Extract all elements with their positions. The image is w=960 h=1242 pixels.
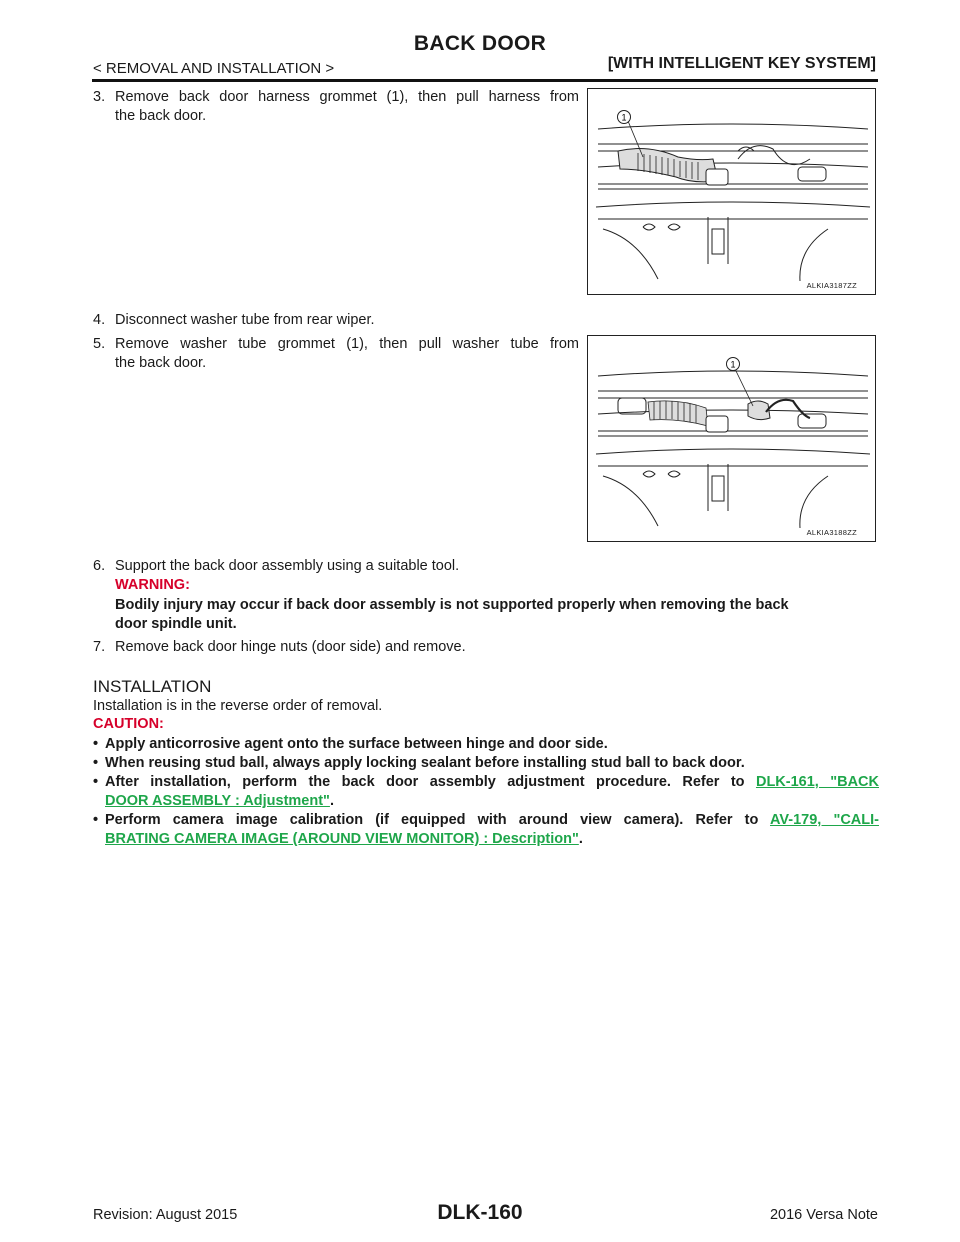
figure-code: ALKIA3188ZZ [806,528,857,537]
installation-heading: INSTALLATION [93,677,212,696]
harness-grommet-illustration [588,89,874,293]
caution-list [93,735,879,849]
breadcrumb: < REMOVAL AND INSTALLATION > [93,60,335,77]
model-name: 2016 Versa Note [769,1207,878,1223]
revision-date: Revision: August 2015 [93,1207,238,1223]
caution-item: • After installation, perform the back door assembly adjustment procedure. Refer to DLK-161, "BACK DOOR ASSEMBLY : Adjustment". [93,773,879,811]
step-number: 4. [93,312,106,328]
step-text: Remove washer tube grommet (1), then pull washer tube from [115,336,579,352]
warning-label: WARNING: [115,577,190,593]
warning-line-2: door spindle unit. [115,616,237,632]
step-number: 7. [93,639,106,655]
figure-harness-grommet [587,88,876,295]
reference-link-back-door-adjustment[interactable]: DLK-161, "BACK [755,774,879,790]
reference-link-camera-calibration-cont[interactable]: BRATING CAMERA IMAGE (AROUND VIEW MONITOR) : Description" [105,831,579,847]
reference-link-camera-calibration[interactable]: AV-179, "CALI- [769,812,879,828]
header-divider [92,79,878,82]
reference-link-back-door-adjustment-cont[interactable]: DOOR ASSEMBLY : Adjustment" [105,793,330,809]
warning-line-1: Bodily injury may occur if back door assembly is not supported properly when removing the back [115,597,789,613]
step-5 [93,335,579,373]
step-text-continued: the back door. [115,355,207,371]
step-4 [93,311,375,330]
step-text-continued: the back door. [115,108,207,124]
page-number: DLK-160 [437,1201,523,1224]
washer-tube-grommet-illustration [588,336,874,540]
caution-item: • Perform camera image calibration (if equipped with around view camera). Refer to AV-179, "CALI- BRATING CAMERA IMAGE (AROUND VIEW MONITOR) : Description". [93,811,879,849]
step-text: Support the back door assembly using a suitable tool. [115,558,460,574]
caution-item: • When reusing stud ball, always apply locking sealant before installing stud ball to back door. [93,754,879,773]
step-6 [93,557,459,576]
installation-text: Installation is in the reverse order of removal. [93,698,383,714]
step-number: 5. [93,336,106,352]
callout-number: 1 [621,112,627,123]
page-title: BACK DOOR [413,32,547,55]
warning-text [115,596,883,634]
figure-code: ALKIA3187ZZ [806,281,857,290]
step-number: 6. [93,558,106,574]
figure-washer-tube-grommet [587,335,876,542]
section-tag: [WITH INTELLIGENT KEY SYSTEM] [607,55,876,72]
step-text: Remove back door hinge nuts (door side) and remove. [115,639,466,655]
step-7 [93,638,466,657]
step-number: 3. [93,89,106,105]
callout-number: 1 [730,359,736,370]
step-3 [93,88,579,126]
step-text: Remove back door harness grommet (1), then pull harness from [115,89,579,105]
step-text: Disconnect washer tube from rear wiper. [115,312,375,328]
caution-item: • Apply anticorrosive agent onto the surface between hinge and door side. [93,735,879,754]
caution-label: CAUTION: [93,716,164,732]
